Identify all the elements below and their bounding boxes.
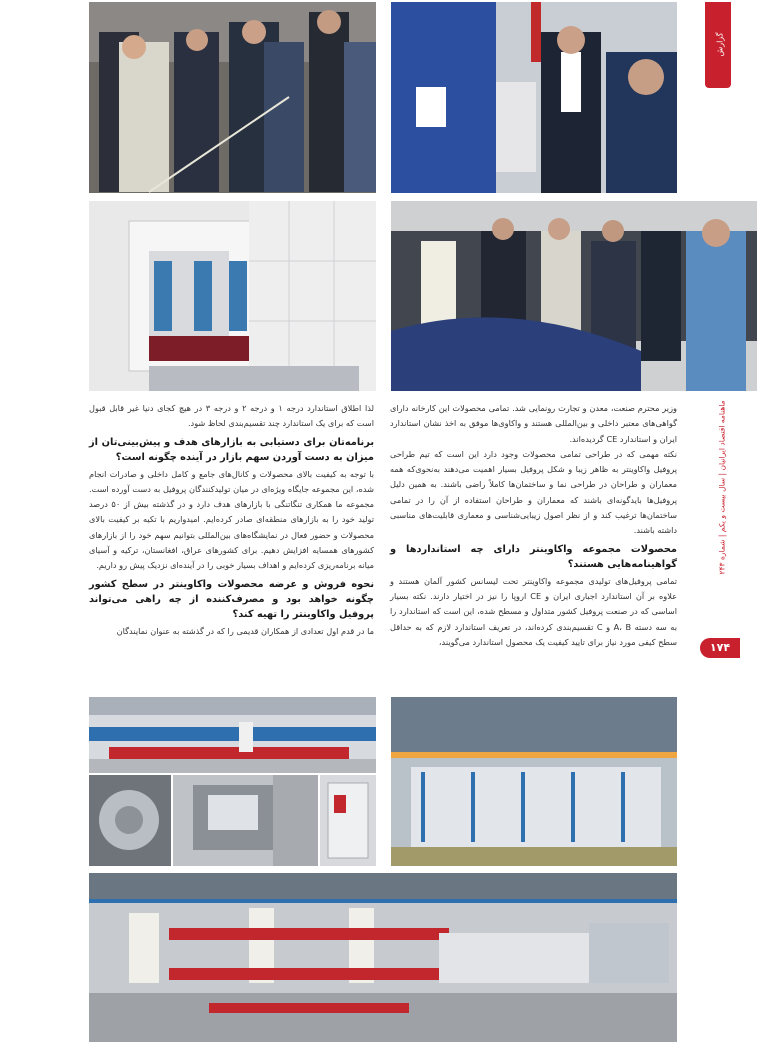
left-text-column: [89, 401, 374, 684]
ribbon-cutting-photo: [89, 2, 376, 193]
right-paragraph-2: نکته مهمی که در طراحی تمامی محصولات وجود دارد این است که تیم طراحی پروفیل واکاوینتر به ظاهر زیبا و شکل پروفیل بسیار اهمیت می‌دهند به‌نحوی‌که همه معماران و طراحان در طراحی نما و ساختمان‌ها کاملاً راضی باشند. به همین دلیل پروفیل‌ها بایدگونه‌ای باشند که معماران و طراحان استفاده از آن را در تمامی ساختمان‌ها ترغیب کند و از نظر اصول زیبایی‌شناسی و معماری قابلیت‌های مناسبی داشته باشند.: [390, 448, 677, 536]
left-paragraph-1: لذا اطلاق استاندارد درجه ۱ و درجه ۲ و درجه ۳ در هیچ کجای دنیا غیر قابل قبول است که برای یک استاندارد چند تقسیم‌بندی لحاظ شود.: [89, 403, 375, 429]
machine-detail-photo: [89, 775, 171, 866]
section-tab-label: گزارش: [715, 32, 725, 57]
left-question-1: برنامه‌تان برای دستیابی به بازارهای هدف و پیش‌بینی‌تان از میزان به دست آوردن سهم بازار در آینده چگونه است؟: [89, 436, 374, 463]
magazine-info-strip: [712, 400, 734, 600]
test-chamber-photo: [89, 201, 376, 391]
machine-panel-photo: [173, 775, 318, 866]
unveiling-photo: [391, 2, 677, 193]
production-line-photo: [89, 697, 376, 773]
cabinet-photo: [320, 775, 376, 866]
left-paragraph-2: با توجه به کیفیت بالای محصولات و کانال‌های جامع و کامل داخلی و صادرات انجام شده، این مجموعه جایگاه ویژه‌ای در میان تولیدکنندگان پروفیل به دست آورده است. مجموعه ما همکاری تنگاتنگی با بازارهای هدف دارد و در گذشته بیش از ۵۰ درصد تولید خود را به بازارهای منطقه‌ای صادر کرده‌ایم. امیدواریم با تکیه بر کیفیت بالای محصولات و حضور فعال در نمایشگاه‌های بین‌المللی بتوانیم سهم خود را از بازارهای کشورهای همسایه افزایش دهیم. برای کشورهای عراق، افغانستان، ترکیه و آسیای میانه برنامه‌ریزی کرده‌ایم و اهداف بسیار خوبی را در آینده‌ای نزدیک پیش رو داریم.: [89, 468, 375, 571]
page-number: ۱۷۴: [700, 638, 740, 658]
officials-tour-photo: [391, 201, 757, 391]
left-paragraph-3: ما در قدم اول تعدادی از همکاران قدیمی را که در گذشته به عنوان نمایندگان: [116, 625, 374, 636]
section-tab: [705, 2, 731, 88]
right-question-1: محصولات مجموعه واکاوینتر دارای چه استانداردها و گواهینامه‌هایی هستند؟: [390, 543, 677, 570]
profile-racks-photo: [89, 873, 677, 1042]
right-paragraph-3: تمامی پروفیل‌های تولیدی مجموعه واکاوینتر تحت لیسانس کشور آلمان هستند و علاوه بر آن استاندارد اجباری ایران و CE اروپا را نیز در اختیار دارند. نکته بسیار اساسی که در صنعت پروفیل کشور متداول و مسطح شده، این است که استاندارد را به سه دسته A، B و C تقسیم‌بندی کرده‌اند، در تعریف استاندارد لازم که به حداقل سطح کیفی مورد نیاز برای تایید کیفیت یک محصول استاندارد می‌گویند،: [390, 575, 677, 647]
left-question-2: نحوه فروش و عرضه محصولات واکاوینتر در سطح کشور چگونه خواهد بود و مصرف‌کننده از چه راهی می‌تواند پروفیل واکاوینتر را تهیه کند؟: [89, 578, 374, 620]
warehouse-photo: [391, 697, 677, 866]
right-paragraph-1: وزیر محترم صنعت، معدن و تجارت رونمایی شد. تمامی محصولات این کارخانه دارای گواهی‌های معتبر داخلی و بین‌المللی هستند و واکاوی‌ها موفق به اخذ نشان استاندارد ایران و استاندارد CE گردیده‌اند.: [390, 403, 677, 444]
right-text-column: [390, 401, 677, 684]
magazine-info: ماهنامه اقتصاد ایرانیان | سال بیست و یکم | شماره ۲۴۳: [717, 400, 727, 575]
